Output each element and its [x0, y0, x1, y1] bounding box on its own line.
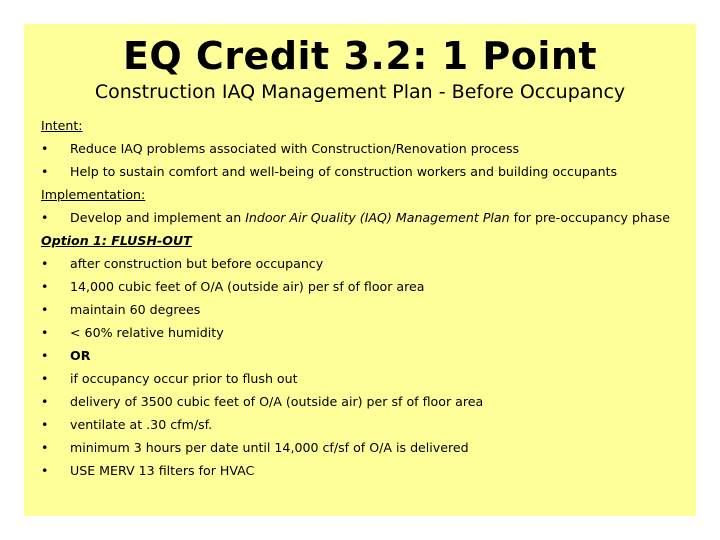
- iaq-plan-term: Indoor Air Quality (IAQ) Management Plan: [245, 210, 510, 225]
- bullet-icon: •: [41, 210, 49, 225]
- bullet-icon: •: [41, 348, 49, 363]
- bullet-icon: •: [41, 164, 49, 179]
- bullet-icon: •: [41, 463, 49, 478]
- bullet-icon: •: [41, 417, 49, 432]
- option1-bullet-5: • OR: [41, 344, 681, 367]
- option1-heading: Option 1: FLUSH-OUT: [41, 233, 192, 248]
- slide-subtitle: Construction IAQ Management Plan - Before Occupancy: [94, 81, 626, 103]
- slide-title: EQ Credit 3.2: 1 Point: [122, 34, 598, 78]
- intent-heading: Intent:: [41, 118, 83, 133]
- option1-bullet-2: • 14,000 cubic feet of O/A (outside air) per sf of floor area: [41, 275, 681, 298]
- option1-bullet-3: • maintain 60 degrees: [41, 298, 681, 321]
- slide: [24, 24, 696, 516]
- option1-bullet-9: • minimum 3 hours per date until 14,000 cf/sf of O/A is delivered: [41, 436, 681, 459]
- intent-bullet-2: • Help to sustain comfort and well-being of construction workers and building occupants: [41, 160, 681, 183]
- bullet-icon: •: [41, 302, 49, 317]
- option1-bullet-8: • ventilate at .30 cfm/sf.: [41, 413, 681, 436]
- implementation-bullet-1: • Develop and implement an Indoor Air Quality (IAQ) Management Plan for pre-occupancy phase: [41, 210, 670, 225]
- option1-bullet-4: • < 60% relative humidity: [41, 321, 681, 344]
- bullet-icon: •: [41, 279, 49, 294]
- bullet-icon: •: [41, 325, 49, 340]
- bullet-icon: •: [41, 440, 49, 455]
- option1-bullet-10: • USE MERV 13 filters for HVAC: [41, 459, 681, 482]
- bullet-icon: •: [41, 256, 49, 271]
- bullet-icon: •: [41, 371, 49, 386]
- option1-bullet-6: • if occupancy occur prior to flush out: [41, 367, 681, 390]
- implementation-heading: Implementation:: [41, 187, 146, 202]
- bullet-icon: •: [41, 141, 49, 156]
- bullet-icon: •: [41, 394, 49, 409]
- slide-body: [41, 114, 681, 482]
- option1-bullet-7: • delivery of 3500 cubic feet of O/A (outside air) per sf of floor area: [41, 390, 681, 413]
- option1-bullet-1: • after construction but before occupancy: [41, 252, 681, 275]
- intent-bullet-1: • Reduce IAQ problems associated with Construction/Renovation process: [41, 137, 681, 160]
